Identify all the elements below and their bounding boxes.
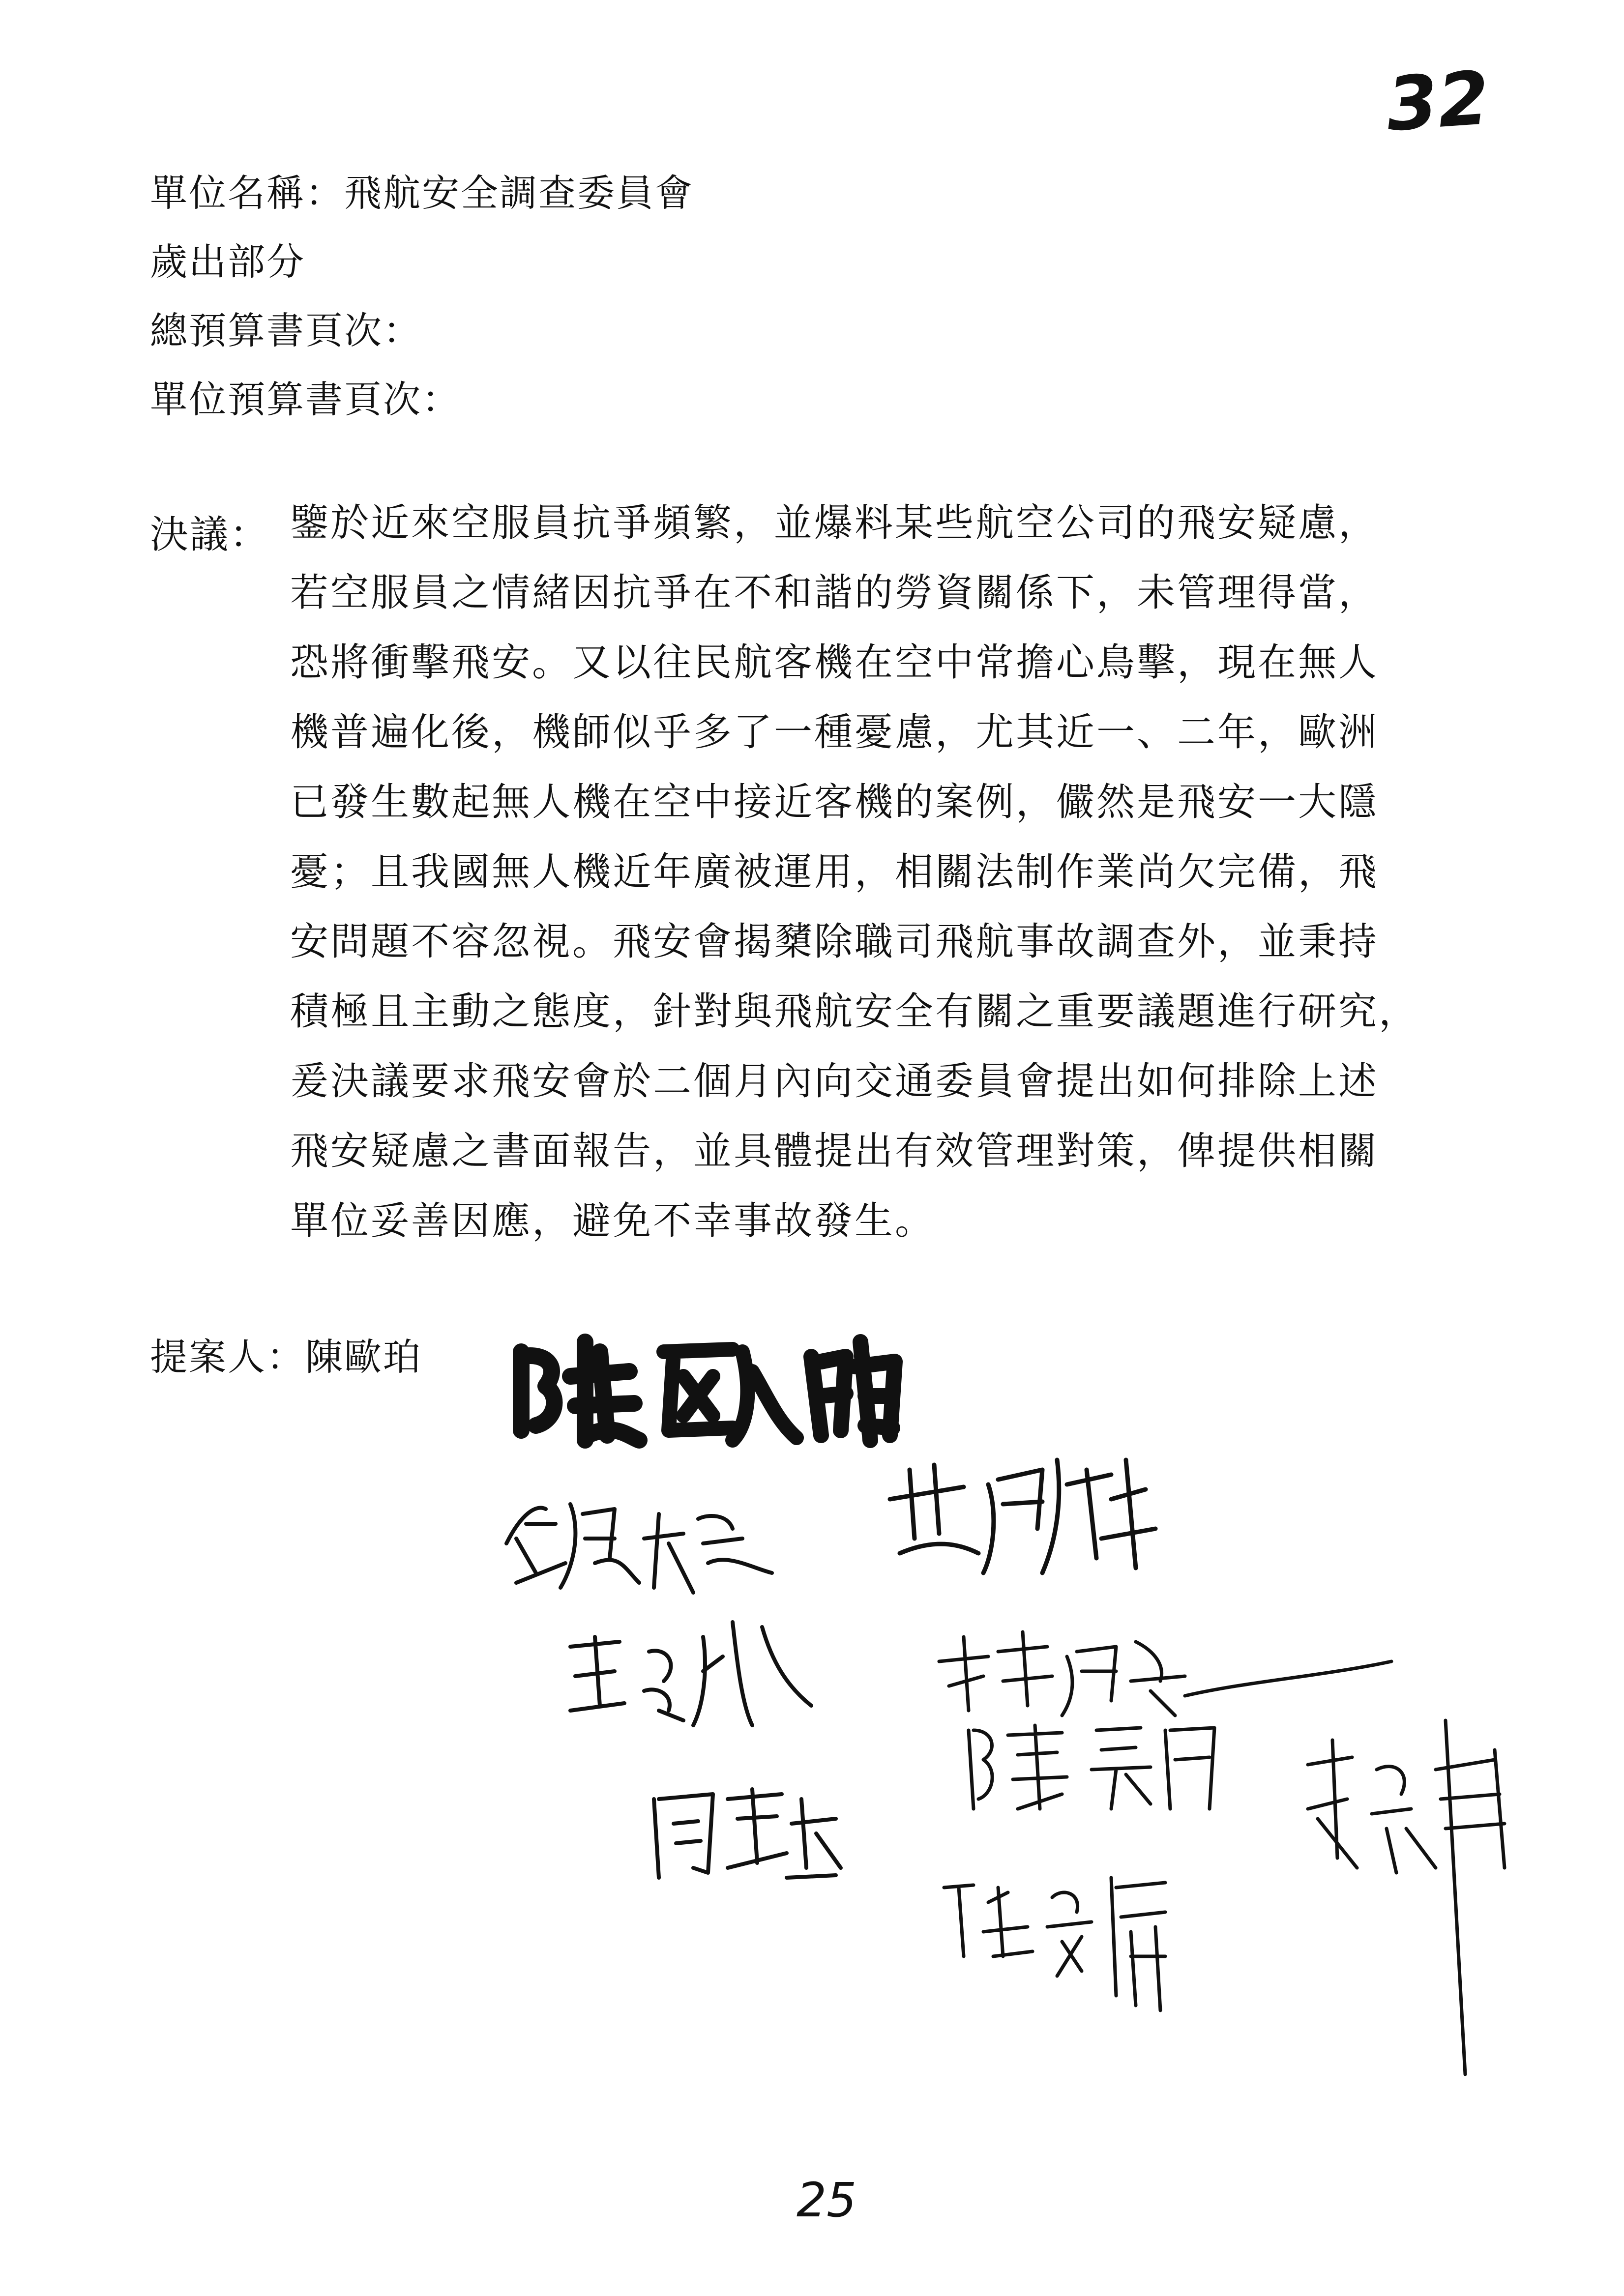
resolution-line: 單位妥善因應，避免不幸事故發生。 xyxy=(290,1199,936,1243)
separator: ： xyxy=(266,1335,305,1379)
signature-chen-man-li xyxy=(934,1858,1249,2015)
resolution-label: 決議： xyxy=(150,513,270,557)
signature-chen-ou-po xyxy=(502,1322,905,1450)
resolution-line: 恐將衝擊飛安。又以往民航客機在空中常擔心鳥擊，現在無人 xyxy=(290,640,1379,685)
resolution-line: 安問題不容忽視。飛安會揭櫫除職司飛航事故調查外，並秉持 xyxy=(290,920,1379,964)
unit-name-line xyxy=(150,171,694,215)
footer-page-number: 25 xyxy=(797,2173,857,2228)
signature-chao-tien-lin xyxy=(880,1440,1185,1588)
proposer-label: 提案人 xyxy=(150,1335,266,1379)
separator: ： xyxy=(305,171,344,215)
signature-chung-chia-pin xyxy=(497,1484,841,1602)
resolution-line: 爰決議要求飛安會於二個月內向交通委員會提出如何排除上述 xyxy=(290,1059,1379,1104)
proposer-line xyxy=(150,1327,422,1381)
signature-lin-chun-hsien xyxy=(929,1622,1401,1720)
resolution-line: 機普遍化後，機師似乎多了一種憂慮，尤其近一、二年，歐洲 xyxy=(290,710,1379,755)
section-line: 歲出部分 xyxy=(150,240,305,284)
proposer-name: 陳歐珀 xyxy=(305,1335,422,1379)
resolution-line: 飛安疑慮之書面報告，並具體提出有效管理對策，俾提供相關 xyxy=(290,1129,1379,1173)
signature-wang-hui-mei xyxy=(556,1607,841,1735)
total-budget-page-line xyxy=(150,309,422,352)
signature-chou-chun-mi xyxy=(639,1770,856,1888)
total-budget-page-label: 總預算書頁次 xyxy=(150,309,383,352)
handwritten-page-number: 32 xyxy=(1384,55,1492,148)
resolution-line: 憂；且我國無人機近年廣被運用，相關法制作業尚欠完備，飛 xyxy=(290,850,1379,894)
separator: ： xyxy=(383,309,422,352)
resolution-line: 積極且主動之態度，針對與飛航安全有關之重要議題進行研究， xyxy=(290,989,1419,1034)
signature-lin-ching-yi xyxy=(1288,1711,1554,2084)
resolution-line: 鑒於近來空服員抗爭頻繁，並爆料某些航空公司的飛安疑慮， xyxy=(290,501,1379,545)
separator: ： xyxy=(422,378,461,421)
unit-budget-page-label: 單位預算書頁次 xyxy=(150,378,422,421)
resolution-line: 若空服員之情緒因抗爭在不和諧的勞資關係下，未管理得當， xyxy=(290,571,1379,615)
unit-name-value: 飛航安全調查委員會 xyxy=(344,171,694,215)
resolution-line: 已發生數起無人機在空中接近客機的案例，儼然是飛安一大隱 xyxy=(290,780,1379,824)
signature-chen-su-yueh xyxy=(954,1711,1229,1819)
unit-budget-page-line xyxy=(150,378,461,421)
unit-name-label: 單位名稱 xyxy=(150,171,305,215)
